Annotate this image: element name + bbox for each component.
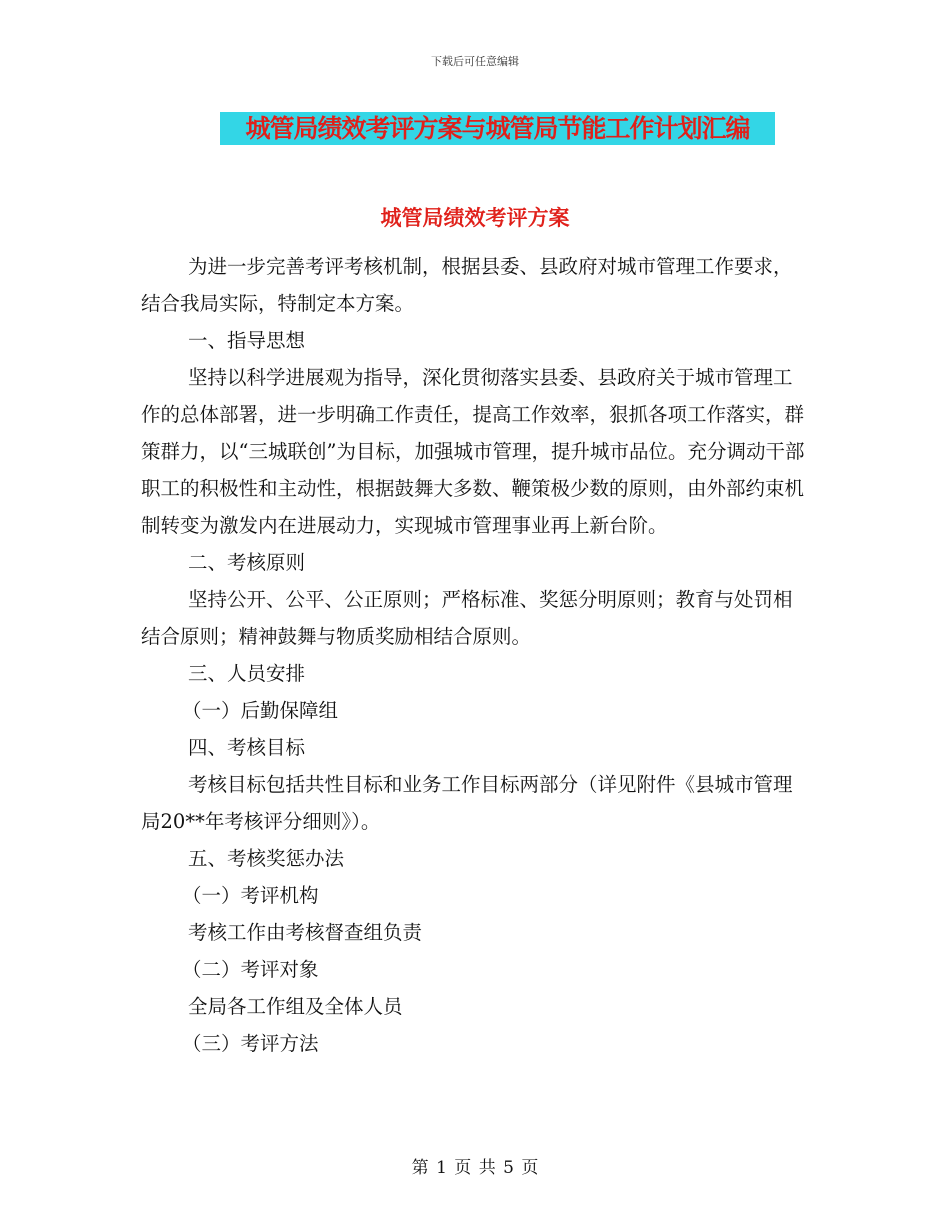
paragraph-intro: 为进一步完善考评考核机制，根据县委、县政府对城市管理工作要求，结合我局实际，特制定本方案。 — [141, 255, 793, 315]
page-number: 第 1 页 共 5 页 — [411, 1158, 539, 1178]
paragraph-guiding-ideology: 坚持以科学进展观为指导，深化贯彻落实县委、县政府关于城市管理工作的总体部署，进一步明确工作责任，提高工作效率，狠抓各项工作落实，群策群力，以“三城联创”为目标，加强城市管理，提升城市品位。充分调动干部职工的积极性和主动性，根据鼓舞大多数、鞭策极少数的原则，由外部约束机制转变为激发内在进展动力，实现城市管理事业再上新台阶。 — [141, 366, 805, 537]
paragraph-principles: 坚持公开、公平、公正原则；严格标准、奖惩分明原则；教育与处罚相结合原则；精神鼓舞与物质奖励相结合原则。 — [141, 588, 793, 648]
heading-guiding-ideology: 一、指导思想 — [188, 329, 306, 352]
document-body — [141, 248, 806, 1062]
document-title: 城管局绩效考评方案与城管局节能工作计划汇编 — [220, 112, 775, 145]
heading-staffing: 三、人员安排 — [188, 662, 306, 685]
subheading-organization: （一）考评机构 — [182, 884, 319, 907]
page-header-note: 下载后可任意编辑 — [431, 55, 519, 68]
heading-rewards: 五、考核奖惩办法 — [188, 847, 345, 870]
heading-principles: 二、考核原则 — [188, 551, 306, 574]
paragraph-targets-of-review: 全局各工作组及全体人员 — [188, 995, 403, 1018]
subheading-targets-of-review: （二）考评对象 — [182, 958, 319, 981]
section-title: 城管局绩效考评方案 — [380, 206, 570, 230]
subheading-logistics: （一）后勤保障组 — [182, 699, 339, 722]
paragraph-organization: 考核工作由考核督查组负责 — [188, 921, 423, 944]
paragraph-targets: 考核目标包括共性目标和业务工作目标两部分（详见附件《县城市管理局20**年考核评分细则》）。 — [141, 773, 793, 833]
subheading-method: （三）考评方法 — [182, 1032, 319, 1055]
heading-targets: 四、考核目标 — [188, 736, 306, 759]
